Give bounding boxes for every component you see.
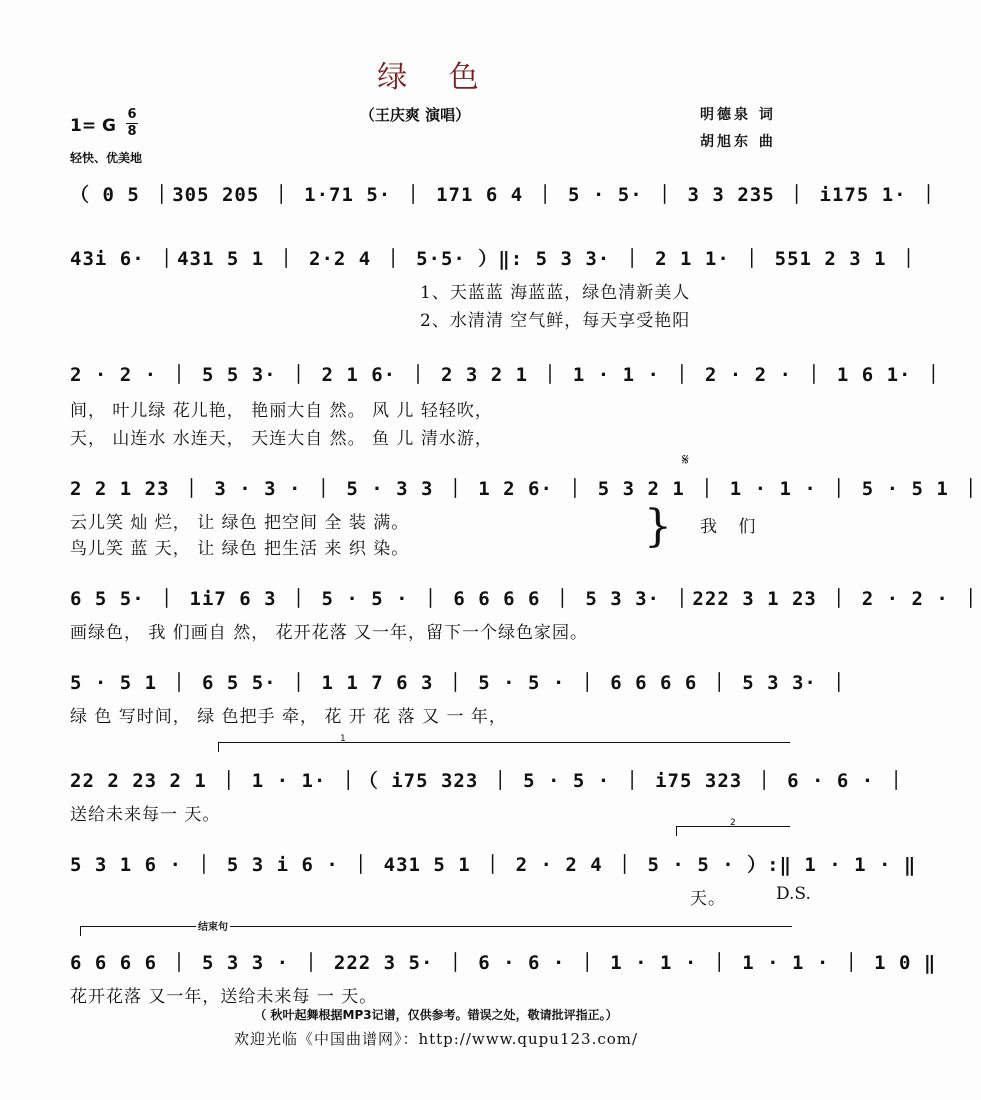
lyric-chorus-c: 送给未来每一 天。: [70, 805, 221, 825]
score-line-1: （ 0 5 ｜305 205 ｜ 1·71 5· ｜ 171 6 4 ｜ 5 · 5· ｜ 3 3 235 ｜ i175 1· ｜: [70, 184, 940, 206]
site-footer: 欢迎光临《中国曲谱网》：http://www.qupu123.com/: [233, 1030, 639, 1048]
lyric-verse-2-a: 2、水清清 空气鲜，每天享受艳阳: [420, 311, 691, 331]
verse-brace: }: [644, 501, 672, 552]
volta-1-label: 1: [340, 734, 346, 744]
score-line-9: 6 6 6 6 ｜ 5 3 3 · ｜ 222 3 5· ｜ 6 · 6 · ｜ 1 · 1 · ｜ 1 · 1 · ｜ 1 0 ‖: [70, 952, 937, 974]
score-line-4: 2 2 1 23 ｜ 3 · 3 · ｜ 5 · 3 3 ｜ 1 2 6· ｜ 5 3 2 1 ｜ 1 · 1 · ｜ 5 · 5 1 ｜: [70, 478, 981, 500]
performer-subtitle: （王庆爽 演唱）: [359, 106, 471, 124]
lyric-chorus-a: 画绿色， 我 们画自 然， 花开花落 又一年，留下一个绿色家园。: [70, 623, 589, 643]
coda-label: 结束句: [196, 918, 230, 933]
lyric-ending-2: 天。: [690, 889, 726, 909]
score-line-3: 2 · 2 · ｜ 5 5 3· ｜ 2 1 6· ｜ 2 3 2 1 ｜ 1 · 1 · ｜ 2 · 2 · ｜ 1 6 1· ｜: [70, 364, 944, 386]
lyric-coda: 花开花落 又一年，送给未来每 一 天。: [70, 987, 378, 1007]
lyricist-credit: 明德泉 词: [700, 107, 776, 123]
time-signature-bottom: 8: [127, 124, 137, 139]
time-signature: [126, 108, 138, 139]
transcription-note: （ 秋叶起舞根据MP3记谱，仅供参考。错误之处，敬请批评指正。）: [254, 1008, 618, 1022]
lyric-verse-1-a: 1、天蓝蓝 海蓝蓝，绿色清新美人: [420, 283, 691, 303]
score-line-8: 5 3 1 6 · ｜ 5 3 i 6 · ｜ 431 5 1 ｜ 2 · 2 4 ｜ 5 · 5 · ）:‖ 1 · 1 · ‖: [70, 854, 917, 876]
lyric-verse-1-b: 间， 叶儿绿 花儿艳， 艳丽大自 然。 风 儿 轻轻吹，: [70, 401, 493, 421]
segno-icon: 𝄋: [682, 450, 689, 469]
lyric-verse-1-c: 云儿笑 灿 烂， 让 绿色 把空间 全 装 满。: [70, 513, 410, 533]
key-signature: 1= G: [70, 116, 116, 136]
score-line-2: 43i 6· ｜431 5 1 ｜ 2·2 4 ｜ 5·5· ）‖: 5 3 3· ｜ 2 1 1· ｜ 551 2 3 1 ｜: [70, 248, 920, 270]
dal-segno-mark: D.S.: [776, 884, 811, 904]
lyric-women-pickup: 我 们: [700, 517, 764, 537]
score-line-7: 22 2 23 2 1 ｜ 1 · 1· ｜（ i75 323 ｜ 5 · 5 · ｜ i75 323 ｜ 6 · 6 · ｜: [70, 770, 907, 792]
time-signature-top: 6: [127, 107, 137, 122]
composer-credit: 胡旭东 曲: [700, 134, 776, 150]
lyric-verse-2-b: 天， 山连水 水连天， 天连大自 然。 鱼 儿 清水游，: [70, 429, 493, 449]
score-line-5: 6 5 5· ｜ 1i7 6 3 ｜ 5 · 5 · ｜ 6 6 6 6 ｜ 5 3 3· ｜222 3 1 23 ｜ 2 · 2 · ｜: [70, 588, 981, 610]
tempo-marking: 轻快、优美地: [70, 151, 143, 165]
song-title: 绿 色: [377, 60, 495, 95]
lyric-verse-2-c: 鸟儿笑 蓝 天， 让 绿色 把生活 来 织 染。: [70, 539, 410, 559]
score-line-6: 5 · 5 1 ｜ 6 5 5· ｜ 1 1 7 6 3 ｜ 5 · 5 · ｜ 6 6 6 6 ｜ 5 3 3· ｜: [70, 672, 850, 694]
volta-2-label: 2: [730, 818, 736, 828]
lyric-chorus-b: 绿 色 写时间， 绿 色把手 牵， 花 开 花 落 又 一 年，: [70, 707, 507, 727]
